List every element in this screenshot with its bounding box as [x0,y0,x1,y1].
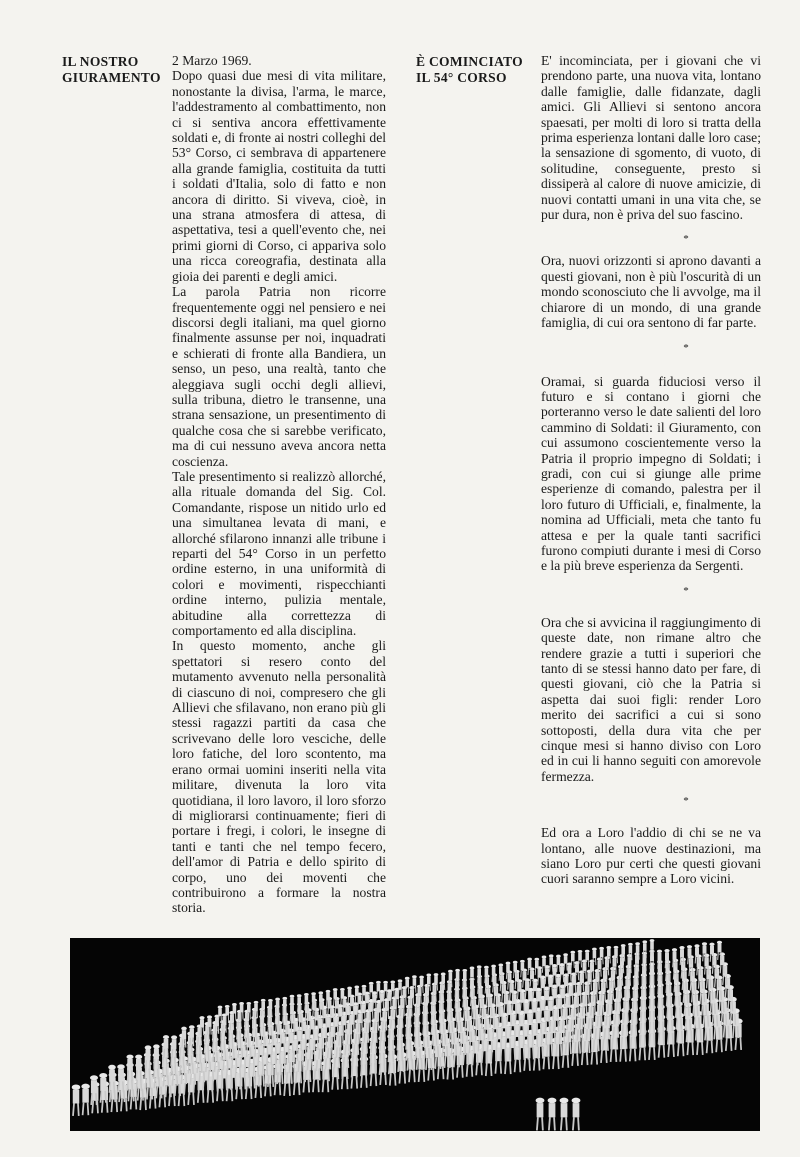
right-paragraph-4: Ora che si avvicina il raggiungimento di queste date, non rimane altro che rendere grazie a tutti i superiori che tanto di se stessi hanno dato per fare, di questi giovani, ciò che la Patria si aspetta dai suoi figli: render Loro merito dei sacrifici a cui si sono sottoposti, della dura vita che per cinque mesi si hanno diviso con Loro ed in cui li hanno seguiti con amorevole fermezza. [541,614,761,784]
right-heading-line-2: IL 54° CORSO [416,70,507,85]
left-article-column [172,53,386,916]
marching-soldiers [72,939,743,1130]
left-heading-line-2: GIURAMENTO [62,70,161,85]
left-heading [62,54,161,86]
left-heading-line-1: IL NOSTRO [62,54,139,69]
right-heading [416,54,523,86]
right-paragraph-2: Ora, nuovi orizzonti si aprono davanti a questi giovani, non è più l'oscurità di un mondo sconosciuto che li avvolge, ma il chiarore di un mondo, di una grande famiglia, di cui ora sentono di far parte. [541,253,761,331]
parade-photo [70,938,760,1131]
right-article-column [541,53,761,887]
parade-illustration [70,938,760,1131]
left-paragraph-3: Tale presentimento si realizzò allorché, alla rituale domanda del Sig. Col. Comandante, rispose un nitido urlo ed una simultanea levata di mani, e allorché sfilarono innanzi alle tribune i reparti del 54° Corso in un perfetto ordine esterno, in una uniformità di colori e movimenti, rispecchianti ordine interno, pulizia mentale, abitudine alla correttezza di comportamento ed alla disciplina. [172,468,386,639]
right-heading-line-1: È COMINCIATO [416,54,523,69]
section-separator: * [683,584,689,597]
section-separator: * [683,233,689,246]
left-paragraph-1: Dopo quasi due mesi di vita militare, nonostante la divisa, l'arma, le marce, l'addestramento al combattimento, non ci si sentiva ancora effettivamente soldati e, di fronte ai nostri colleghi del 53° Corso, ci sembrava di appartenere alla grande famiglia, costituita da tutti i soldati d'Italia, solo di fatto e non ancora di diritto. Si viveva, cioè, in una strana atmosfera di attesa, di aspettativa, tesi a quell'evento che, nei primi giorni di Corso, ci appariva solo una ricca coreografia, destinata alla gioia dei parenti e degli amici. [172,68,386,284]
section-separator: * [683,341,689,354]
left-paragraph-2: La parola Patria non ricorre frequentemente oggi nel pensiero e nei discorsi degli italiani, ma quel giorno finalmente assunse per noi, inquadrati e schierati di fronte alla Bandiera, un senso, un peso, una realtà, tanto che aleggiava sugli occhi degli allievi, sulla tribuna, dietro le transenne, una strana sensazione, un presentimento di qualche cosa che si sarebbe verificato, ma di cui nessuno aveva ancora netta coscienza. [172,284,386,469]
right-paragraph-1: E' incominciata, per i giovani che vi prendono parte, una nuova vita, lontano dalle famiglie, dalle fidanzate, dagli amici. Gli Allievi si sentono ancora spaesati, per molti di loro si tratta della prima esperienza lontani dalle loro case; la sensazione di sgomento, di vuoto, di solitudine, conseguente, presto si dissiperà al calore di nuove amicizie, di nuovi contatti umani in una vita che, se pur dura, non è priva del suo fascino. [541,53,761,223]
section-separator: * [683,795,689,808]
article-date: 2 Marzo 1969. [172,53,252,68]
right-paragraph-5: Ed ora a Loro l'addio di chi se ne va lontano, alle nuove destinazioni, ma siano Loro pur certi che questi giovani cuori saranno sempre a Loro vicini. [541,825,761,887]
right-paragraph-3: Oramai, si guarda fiduciosi verso il futuro e si contano i giorni che porteranno verso le date salienti del loro cammino di Soldati: il Giuramento, con cui assumono coscientemente verso la Patria il proprio impegno di Soldati; i gradi, con cui si giunge alle prime esperienze di comando, palestra per il loro futuro di Ufficiali, e, finalmente, la nomina ad Ufficiali, meta che tanto fu attesa e per la quale tanti sacrifici furono compiuti durante i mesi di Corso e la più breve esperienza da Sergenti. [541,373,761,574]
left-paragraph-4: In questo momento, anche gli spettatori si resero conto del mutamento avvenuto nella personalità di ciascuno di noi, compresero che gli Allievi che sfilavano, non erano più gli stessi ragazzi partiti da casa che scrivevano delle loro vesciche, delle loro fatiche, del loro scontento, ma erano ormai uomini inseriti nella vita militare, divenuta la loro vita quotidiana, il loro lavoro, il loro sforzo di migliorarsi continuamente; fieri di portare i fregi, i colori, le insegne di tanti e tanti che nel tempo fecero, dell'amor di Patria e dello spirito di corpo, uno dei moventi che contribuirono a formare la nostra storia. [172,638,386,916]
